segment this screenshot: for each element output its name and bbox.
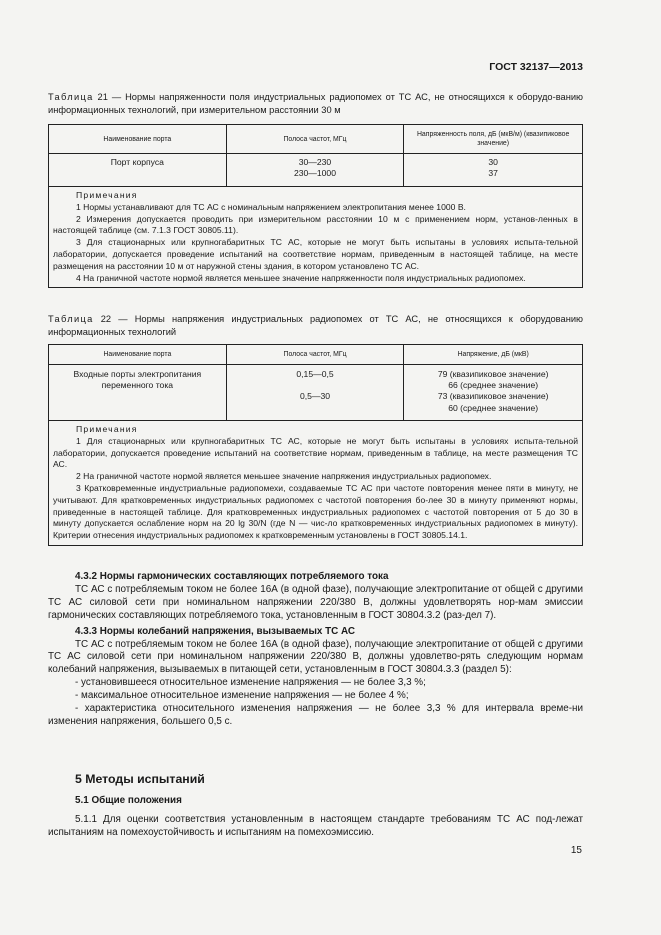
section-4-3-3-item-1: - установившееся относительное изменение напряжения — не более 3,3 %; [75, 677, 426, 689]
table-21-caption-text: 21 — Нормы напряженности поля индустриальных радиопомех от ТС АС, не относящихся к оборудо-ванию информационных технологий, при измерительном расстоянии 30 м [48, 92, 583, 115]
table-22-row [49, 365, 583, 421]
table-21-row [49, 154, 583, 187]
table-21 [48, 124, 583, 288]
section-4-3-3-text: ТС АС с потребляемым током не более 16А (в одной фазе), получающие электропитание от общей с другими ТС АС силовой сети при номинальном напряжении 220/380 В, должны удовлетво-рять следующим нормам колебаний напряжения, вызываемых в питающей сети, установленным в ГОСТ 30804.3.3 (раздел 5): [48, 638, 583, 676]
table-21-caption-label: Таблица [48, 92, 94, 102]
table-22-caption-text: 22 — Нормы напряжения индустриальных радиопомех от ТС АС, не относящихся к оборудованию информационных технологий [48, 314, 583, 337]
table-22-caption-label: Таблица [48, 314, 94, 324]
table-22-header-value: Напряжение, дБ (мкВ) [404, 345, 583, 365]
table-21-caption [48, 91, 583, 116]
table-22-freq-1: 0,15—0,5 [296, 369, 334, 379]
table-21-note-3: 3 Для стационарных или крупногабаритных ТС АС, которые не могут быть испытаны в условиях испыта-тельной лаборатории, допускается проведение испытаний на соответствие нормам, приведенным в настоящей таблице, на месте размещения на расстоянии 10 м от наружной стены здания, в котором установлено ТС АС. [53, 237, 578, 271]
standard-designation: ГОСТ 32137—2013 [489, 61, 583, 73]
table-22-freq-2: 0,5—30 [299, 391, 331, 402]
table-21-notes-heading: Примечания [76, 190, 138, 200]
table-22-note-3: 3 Кратковременные индустриальные радиопомехи, создаваемые ТС АС при частоте повторения менее пяти в минуту, не учитывают. Для кратковременных индустриальных радиопомех с частотой повторения бо-лее 30 в минуту применяют нормы, приведенные в настоящей таблице. Для кратковременных индустриальных радиопомех с частотой повторения от 5 до 30 в минуту допускается ослабление норм на 20 lg 30/N (где N — чис-ло кратковременных индустриальных радиопомех в минуту). Критерии отнесения индустриальных радиопомех к кратковременным установлены в ГОСТ 30805.14.1. [53, 482, 578, 541]
table-21-header-port: Наименование порта [49, 125, 227, 154]
table-21-note-2: 2 Измерения допускается проводить при измерительном расстоянии 10 м с применением норм, установ-ленных в настоящей таблице (см. 7.1.3 ГОСТ 30805.11). [53, 213, 578, 236]
table-21-freq-cell [226, 154, 404, 187]
table-21-notes-row [49, 187, 583, 288]
table-22-note-2: 2 На граничной частоте нормой является меньшее значение напряжения индустриальных радиопомех. [76, 471, 492, 482]
table-21-freq-1: 30—230 [298, 157, 332, 167]
table-21-notes [49, 187, 583, 288]
table-22-header-row [49, 345, 583, 365]
table-21-value-1: 30 [488, 157, 498, 167]
table-22-port-cell [49, 365, 227, 421]
table-21-value-2: 37 [488, 168, 498, 179]
table-22-header-port: Наименование порта [49, 345, 227, 365]
table-21-header-freq: Полоса частот, МГц [226, 125, 404, 154]
table-22-notes [49, 421, 583, 546]
table-22-freq-cell [226, 365, 404, 421]
section-4-3-3-item-3: - характеристика относительного изменения напряжения — не более 3,3 % для интервала време-ни изменения напряжения, большего 0,5 с. [48, 703, 583, 727]
table-21-freq-2: 230—1000 [293, 168, 336, 179]
table-22-caption [48, 313, 583, 338]
table-22-value-cell [404, 365, 583, 421]
section-4-3-3-heading: 4.3.3 Нормы колебаний напряжения, вызываемых ТС АС [75, 625, 356, 637]
table-21-header-value: Напряженность поля, дБ (мкВ/м) (квазипиковое значение) [404, 125, 583, 154]
section-4-3-body [48, 571, 583, 729]
section-4-3-2-heading: 4.3.2 Нормы гармонических составляющих потребляемого тока [75, 571, 389, 582]
page-number: 15 [570, 845, 582, 856]
table-21-note-1: 1 Нормы устанавливают для ТС АС с номинальным напряжением электропитания менее 1000 В. [76, 201, 466, 212]
section-4-3-3-item-2: - максимальное относительное изменение напряжения — не более 4 %; [75, 690, 409, 702]
table-22 [48, 344, 583, 546]
table-21-value-cell [404, 154, 583, 187]
section-4-3-2-text: ТС АС с потребляемым током не более 16А (в одной фазе), получающие электропитание от общей с другими ТС АС силовой сети при номинальном напряжении 220/380 В, должны удовлетворять нор-мам эмиссии гармонических составляющих потребляемого тока, установленным в ГОСТ 30804.3.2 (раз-дел 7). [48, 583, 583, 621]
table-22-note-1: 1 Для стационарных или крупногабаритных ТС АС, которые не могут быть испытаны в условиях испыта-тельной лаборатории, допускается проведение испытаний на соответствие нормам, приведенным в таблице, на месте размещения ТС АС. [53, 435, 578, 470]
table-22-notes-row [49, 421, 583, 546]
table-21-port-cell [49, 154, 227, 187]
table-22-value-2: 66 (среднее значение) [448, 380, 539, 391]
table-21-note-4: 4 На граничной частоте нормой является меньшее значение напряженности поля индустриальных радиопомех. [76, 272, 526, 283]
table-22-header-freq: Полоса частот, МГц [226, 345, 404, 365]
table-21-header-row [49, 125, 583, 154]
section-5-1-1-text: 5.1.1 Для оценки соответствия установленным в настоящем стандарте требованиям ТС АС под-лежат испытаниям на помехоустойчивость и испытаниям на помехоэмиссию. [48, 814, 583, 838]
table-22-port: Входные порты электропитания переменного тока [73, 369, 202, 391]
table-22-value-3: 73 (квазипиковое значение) [437, 391, 549, 402]
section-5-1-title: 5.1 Общие положения [75, 795, 182, 806]
section-5-1-body [48, 814, 583, 840]
section-5-title: 5 Методы испытаний [75, 772, 205, 786]
table-21-port: Порт корпуса [110, 157, 164, 167]
table-22-value-1: 79 (квазипиковое значение) [437, 369, 549, 379]
table-22-value-4: 60 (среднее значение) [448, 402, 539, 413]
table-22-notes-heading: Примечания [76, 424, 138, 434]
